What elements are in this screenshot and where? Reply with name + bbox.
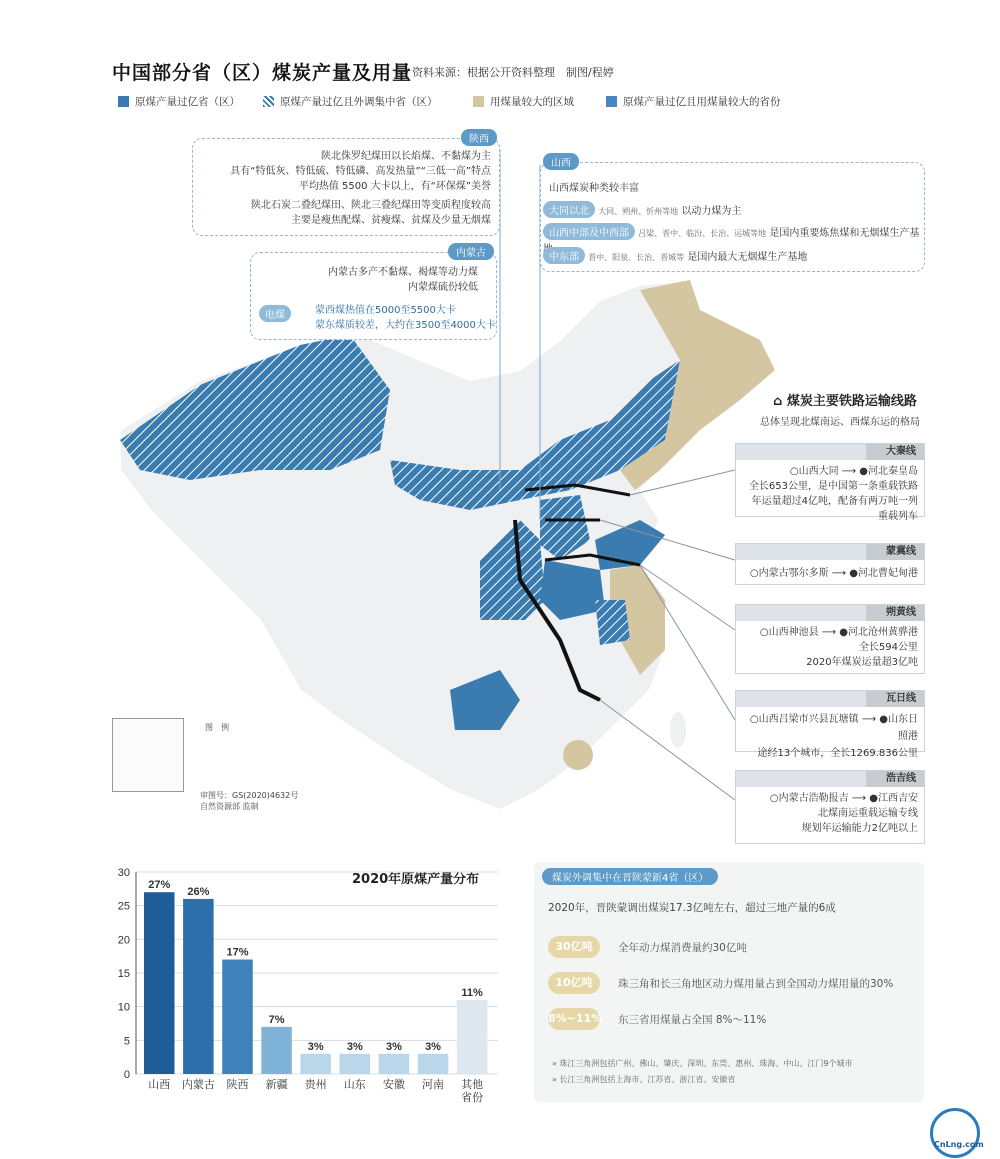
panel-header: 煤炭外调集中在晋陕蒙新4省（区） <box>542 868 718 885</box>
bar <box>300 1054 331 1074</box>
footnote: » 长江三角洲包括上海市、江苏省、浙江省、安徽省 <box>552 1075 736 1084</box>
thermal-tag: 电煤 <box>259 305 291 322</box>
rail-detail: 规划年运输能力2亿吨以上 <box>801 823 918 834</box>
y-tick-label: 20 <box>117 934 130 947</box>
y-tick-label: 30 <box>117 867 130 879</box>
stat-text: 东三省用煤量占全国 8%～11% <box>618 1014 767 1026</box>
shanxi-row-cities: 吕梁、晋中、临汾、长治、运城等地 <box>638 229 767 238</box>
rail-detail: 2020年煤炭运量超3亿吨 <box>806 657 918 668</box>
route-from: 山西神池县 <box>768 627 819 638</box>
rail-body <box>736 787 924 840</box>
shanxi-row <box>543 201 923 218</box>
route-to: 河北秦皇岛 <box>868 466 918 477</box>
shaanxi-text <box>193 149 491 228</box>
route-from: 山西吕梁市兴县瓦塘镇 <box>758 714 859 725</box>
rail-name: 朔黄线 <box>866 605 924 621</box>
x-tick-label: 山东 <box>343 1079 366 1091</box>
source-note: 资料来源：根据公开资料整理 制图/程婷 <box>412 66 614 79</box>
rail-body <box>736 707 924 766</box>
bar-value-label: 3% <box>346 1040 363 1053</box>
rail-route: ○山西吕梁市兴县瓦塘镇 ⟶ ●山东日照港 <box>749 714 918 742</box>
rail-card-shuohuang <box>735 604 925 674</box>
rail-detail: 全长594公里 <box>858 642 918 653</box>
y-tick-label: 5 <box>123 1035 130 1048</box>
y-tick-label: 15 <box>117 968 130 980</box>
connector-line <box>600 700 735 800</box>
route-to: 河北沧州黄骅港 <box>848 627 918 638</box>
stat-text: 珠三角和长三角地区动力煤用量占到全国动力煤用量的30% <box>618 978 894 990</box>
rail-card-wari <box>735 690 925 759</box>
bar <box>144 892 175 1074</box>
x-tick-label: 山西 <box>148 1079 171 1091</box>
shaanxi-line: 平均热值 5500 大卡以上，有“环保煤”美誉 <box>298 181 491 192</box>
neimenggu-thermal-text <box>315 303 496 333</box>
coal-export-panel <box>534 862 924 1102</box>
neimenggu-line: 内蒙煤硫份较低 <box>408 282 478 293</box>
bar-value-label: 27% <box>148 879 171 892</box>
route-to: 山东日照港 <box>888 714 918 742</box>
rail-route: ○山西神池县 ⟶ ●河北沧州黄骅港 <box>759 627 918 638</box>
x-tick-label: 安徽 <box>382 1079 405 1091</box>
rail-detail: 北煤南运重载运输专线 <box>818 808 918 819</box>
footnote-text: 长江三角洲包括上海市、江苏省、浙江省、安徽省 <box>559 1075 736 1084</box>
bar-value-label: 3% <box>307 1040 324 1053</box>
legend-label: 原煤产量过亿且用煤量较大的省份 <box>623 96 781 108</box>
neimenggu-text <box>328 265 478 295</box>
shanxi-line: 山西煤炭种类较丰富 <box>549 183 639 194</box>
bar <box>261 1027 292 1074</box>
legend-label: 原煤产量过亿且外调集中省（区） <box>280 96 438 108</box>
chart-title: 2020年原煤产量分布 <box>352 872 480 887</box>
stat-text: 全年动力煤消费量约30亿吨 <box>618 942 747 954</box>
y-tick-label: 0 <box>123 1069 130 1081</box>
shanxi-row-cities: 晋中、阳泉、长治、晋城等 <box>588 253 685 262</box>
approval-number: 审图号：GS(2020)4632号 <box>200 791 299 800</box>
footnote-text: 珠江三角洲包括广州、佛山、肇庆、深圳、东莞、惠州、珠海、中山、江门9个城市 <box>559 1059 853 1068</box>
bar-value-label: 11% <box>461 986 483 999</box>
watermark-text: CnLng.com <box>934 1140 984 1149</box>
bar <box>457 1000 488 1074</box>
rail-body <box>736 460 924 528</box>
rail-body <box>736 621 924 674</box>
site-logo <box>930 1108 980 1158</box>
rail-route: ○内蒙古浩勒报吉 ⟶ ●江西吉安 <box>769 793 918 804</box>
route-from: 内蒙古鄂尔多斯 <box>758 568 829 579</box>
shanxi-row-tag: 大同以北 <box>543 201 595 218</box>
shaanxi-line: 主要是瘦焦配煤、贫瘦煤、贫煤及少量无烟煤 <box>291 215 491 226</box>
legend-label: 用煤量较大的区域 <box>490 96 574 108</box>
route-from: 内蒙古浩勒报吉 <box>778 793 849 804</box>
bar-value-label: 3% <box>425 1040 441 1053</box>
x-tick-label: 新疆 <box>265 1079 288 1091</box>
footnote: » 珠江三角洲包括广州、佛山、肇庆、深圳、东莞、惠州、珠海、中山、江门9个城市 <box>552 1059 853 1068</box>
rail-name: 瓦日线 <box>866 691 924 707</box>
railway-subtitle: 总体呈现北煤南运、西煤东运的格局 <box>760 417 920 428</box>
route-from: 山西大同 <box>798 466 839 477</box>
shanxi-row-tag: 中东部 <box>543 247 585 264</box>
shanxi-row-desc: 是国内最大无烟煤生产基地 <box>687 252 808 263</box>
rail-route: ○山西大同 ⟶ ●河北秦皇岛 <box>789 466 918 477</box>
shanxi-card <box>540 158 925 272</box>
shaanxi-card <box>192 134 500 236</box>
shaanxi-line: 具有“特低灰、特低硫、特低磷、高发热量”“三低一高”特点 <box>230 166 491 177</box>
neimenggu-card <box>250 248 497 340</box>
bar <box>183 899 214 1074</box>
map-approval <box>200 790 298 812</box>
x-tick-label: 河南 <box>422 1079 445 1091</box>
shaanxi-line: 陕北侏罗纪煤田以长焰煤、不黏煤为主 <box>321 151 491 162</box>
bar-value-label: 7% <box>268 1013 285 1026</box>
rail-name: 浩吉线 <box>866 771 924 787</box>
shanxi-row-tag: 山西中部及中西部 <box>543 223 635 240</box>
page-title: 中国部分省（区）煤炭产量及用量 <box>112 62 413 84</box>
rail-detail: 全长653公里，是中国第一条重载铁路 <box>748 481 918 492</box>
rail-card-mengji <box>735 543 925 585</box>
home-icon: ⌂ <box>773 394 783 409</box>
inset-legend-title: 图 例 <box>205 723 229 732</box>
approval-authority: 自然资源部 监制 <box>200 802 259 811</box>
production-bar-chart <box>108 862 508 1108</box>
rail-card-daqin <box>735 443 925 522</box>
bar-value-label: 3% <box>385 1040 402 1053</box>
bar <box>379 1054 410 1074</box>
region-pearl-river-delta <box>563 740 593 770</box>
stat-pill: 10亿吨 <box>548 972 600 994</box>
x-tick-label: 陕西 <box>226 1079 249 1091</box>
shanxi-row <box>543 247 923 264</box>
route-to: 河北曹妃甸港 <box>858 568 918 579</box>
shanxi-row-cities: 大同、朔州、忻州等地 <box>598 207 679 216</box>
shanxi-row-desc: 以动力煤为主 <box>681 206 742 217</box>
rail-detail: 途经13个城市，全长1269.836公里 <box>757 748 918 759</box>
neimenggu-line: 内蒙古多产不黏煤、褐煤等动力煤 <box>328 267 478 278</box>
stat-pill: 8%~11% <box>548 1008 600 1030</box>
railway-title <box>773 390 917 409</box>
x-tick-label: 省份 <box>461 1092 484 1104</box>
y-tick-label: 25 <box>117 900 130 913</box>
x-tick-label: 贵州 <box>304 1079 327 1091</box>
rail-detail: 年运量超过4亿吨，配备有两万吨一列重载列车 <box>751 496 918 522</box>
neimenggu-line: 蒙西煤热值在5000至5500大卡 <box>315 305 456 316</box>
bar <box>222 960 253 1074</box>
route-to: 江西吉安 <box>878 793 918 804</box>
panel-line: 2020年，晋陕蒙调出煤炭17.3亿吨左右，超过三地产量的6成 <box>548 902 836 914</box>
bar-value-label: 26% <box>187 885 210 898</box>
region-taiwan <box>670 712 686 748</box>
stat-pill: 30亿吨 <box>548 936 600 958</box>
bar-value-label: 17% <box>226 946 249 959</box>
legend-label: 原煤产量过亿省（区） <box>135 96 240 108</box>
x-tick-label: 内蒙古 <box>181 1079 215 1091</box>
bar <box>340 1054 371 1074</box>
rail-name: 蒙冀线 <box>866 544 924 560</box>
shaanxi-line: 陕北石炭二叠纪煤田、陕北三叠纪煤田等变质程度较高 <box>251 200 491 211</box>
shanxi-tag: 山西 <box>543 153 579 170</box>
shaanxi-tag: 陕西 <box>461 129 497 146</box>
shanxi-row-desc: 是国内重要炼焦煤和无烟煤生产基 <box>769 228 920 239</box>
y-tick-label: 10 <box>117 1001 130 1014</box>
region-anhui <box>595 600 630 645</box>
rail-route: ○内蒙古鄂尔多斯 ⟶ ●河北曹妃甸港 <box>749 568 918 579</box>
rail-name: 大秦线 <box>866 444 924 460</box>
neimenggu-line: 蒙东煤质较差，大约在3500至4000大卡 <box>315 320 496 331</box>
railway-title-text: 煤炭主要铁路运输线路 <box>786 394 917 409</box>
neimenggu-tag: 内蒙古 <box>448 243 494 260</box>
rail-card-haoji <box>735 770 925 844</box>
bar <box>418 1054 449 1074</box>
x-tick-label: 其他 <box>461 1079 484 1091</box>
south-china-sea-inset <box>112 718 184 792</box>
